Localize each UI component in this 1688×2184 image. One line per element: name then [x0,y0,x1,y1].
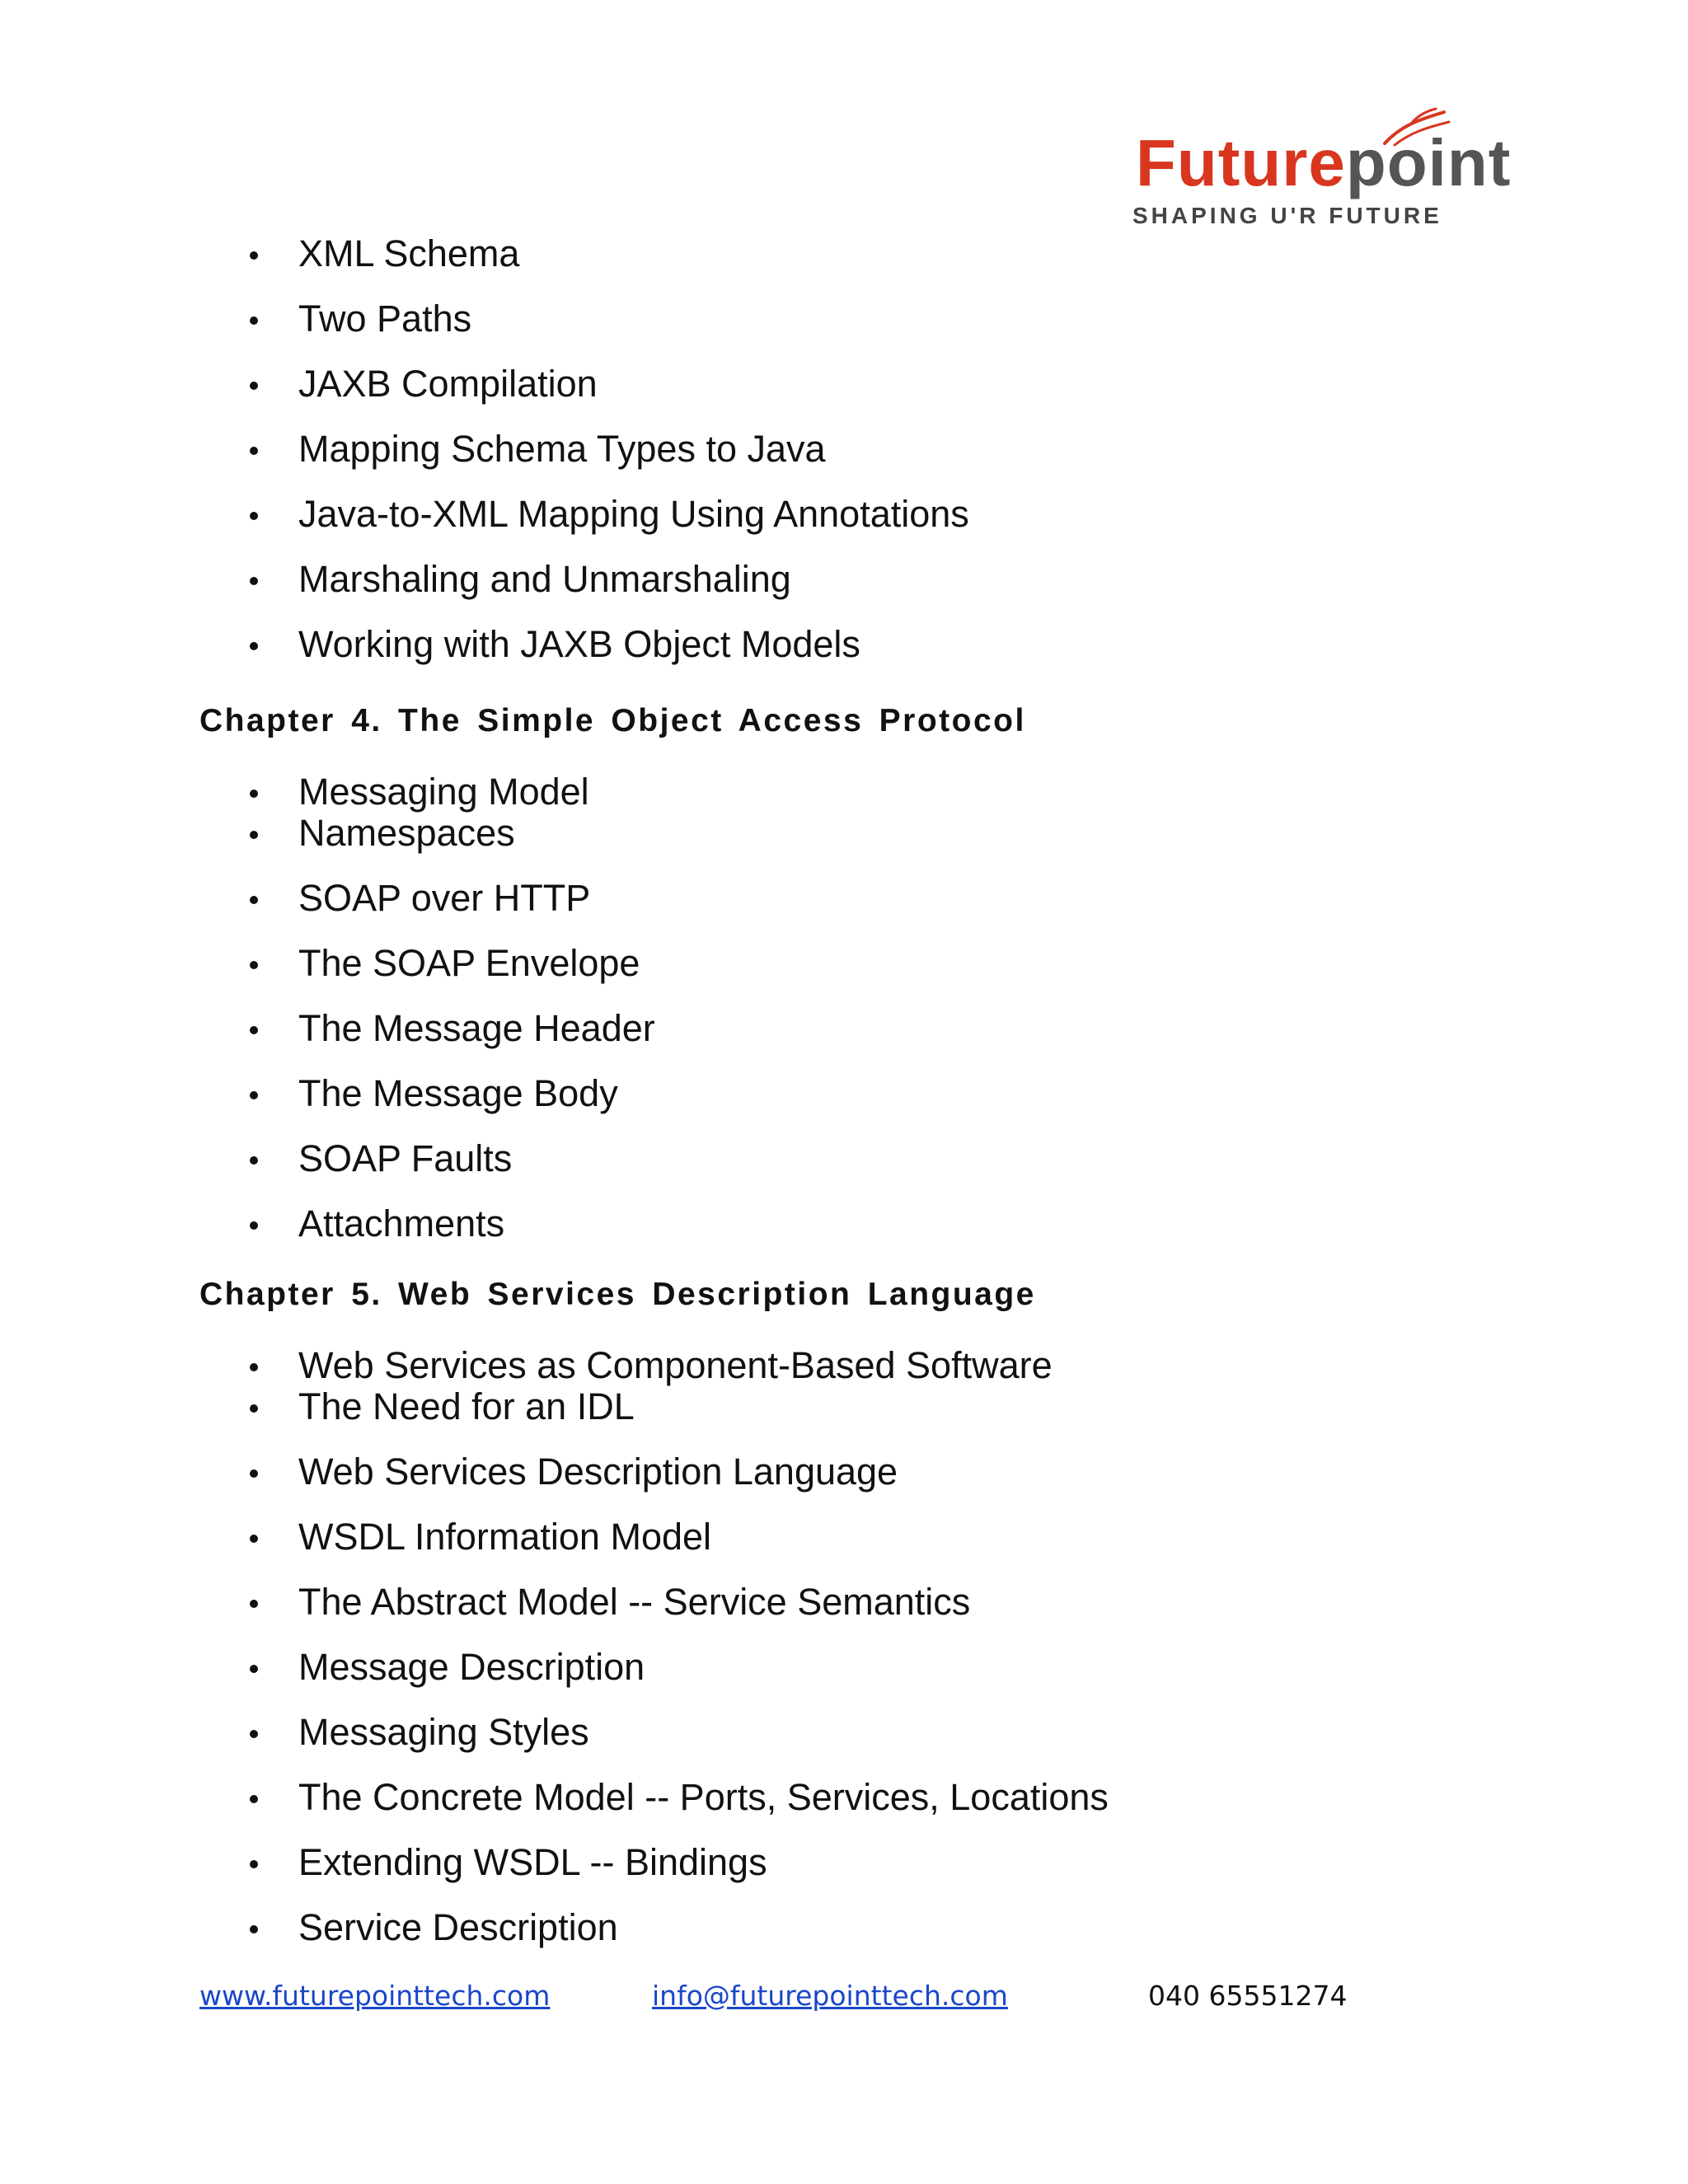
list-item: The Abstract Model -- Service Semantics [0,1582,1688,1623]
list-item: WSDL Information Model [0,1516,1688,1558]
chapter-4-heading: Chapter 4. The Simple Object Access Protocol [199,703,1026,738]
chapter-5-heading: Chapter 5. Web Services Description Language [199,1277,1036,1312]
list-item: The Concrete Model -- Ports, Services, Locations [0,1777,1688,1818]
list-item: Service Description [0,1907,1688,1948]
list-item: SOAP Faults [0,1138,1688,1179]
list-item: XML Schema [0,233,1688,274]
logo-wordmark [1136,126,1512,199]
list-item: Web Services Description Language [0,1451,1688,1493]
list-item: The Need for an IDL [0,1386,1688,1427]
logo-swoosh-icon [1378,107,1452,148]
logo-word-future: Future [1136,126,1346,199]
futurepoint-logo [1131,107,1512,239]
topic-list-wsdl [0,1345,1688,1948]
list-item: Messaging Model [0,771,1688,813]
logo-word-point: point [1345,126,1512,199]
list-item: Message Description [0,1647,1688,1688]
list-item: Namespaces [0,813,1688,854]
list-item: SOAP over HTTP [0,878,1688,919]
footer-phone: 040 65551274 [1148,1980,1348,2012]
list-item: Messaging Styles [0,1712,1688,1753]
website-link[interactable]: www.futurepointtech.com [199,1980,551,2012]
list-item: Working with JAXB Object Models [0,624,1688,665]
list-item: JAXB Compilation [0,363,1688,405]
topic-list-xml [0,233,1688,665]
topic-list-soap [0,771,1688,1244]
list-item: Attachments [0,1203,1688,1244]
list-item: Two Paths [0,298,1688,340]
list-item: Java-to-XML Mapping Using Annotations [0,494,1688,535]
list-item: The SOAP Envelope [0,943,1688,984]
footer-email [652,1980,1008,2012]
list-item: The Message Body [0,1073,1688,1114]
list-item: Marshaling and Unmarshaling [0,559,1688,600]
footer-website [199,1980,551,2012]
email-link[interactable]: info@futurepointtech.com [652,1980,1008,2012]
logo-tagline: SHAPING U'R FUTURE [1132,203,1442,228]
list-item: Web Services as Component-Based Software [0,1345,1688,1386]
list-item: Extending WSDL -- Bindings [0,1842,1688,1883]
list-item: Mapping Schema Types to Java [0,429,1688,470]
list-item: The Message Header [0,1008,1688,1049]
